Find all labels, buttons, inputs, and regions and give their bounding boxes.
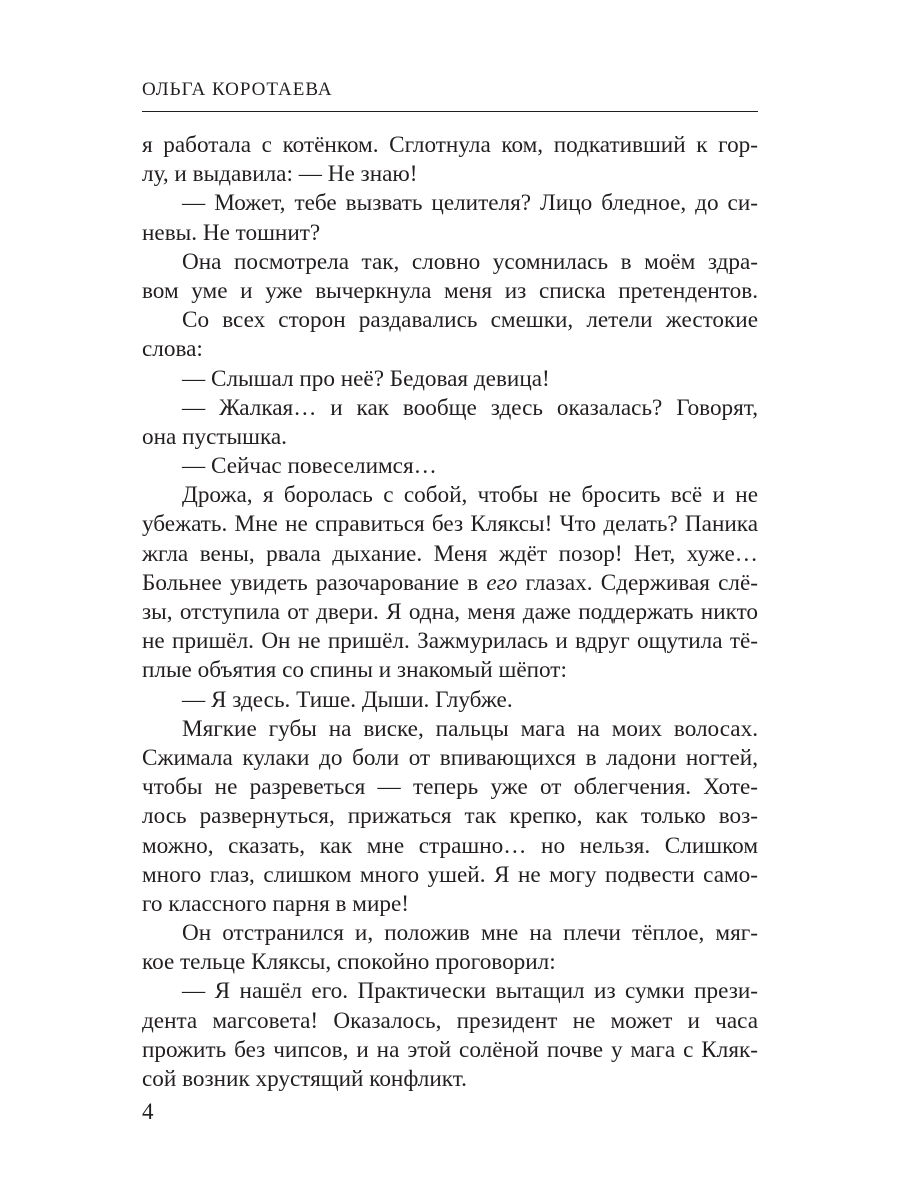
text-line: вом уме и уже вычеркнула меня из списка претендентов.: [142, 277, 758, 304]
text-line: прожить без чипсов, и на этой солёной почве у мага с Кляк-: [142, 1036, 758, 1063]
text-line: Она посмотрела так, словно усомнилась в моём здра-: [182, 248, 758, 275]
text-line: — Слышал про неё? Бедовая девица!: [182, 365, 550, 392]
text-line: — Я нашёл его. Практически вытащил из сумки прези-: [182, 978, 758, 1005]
text-line: не пришёл. Он не пришёл. Зажмурилась и вдруг ощутила тё-: [142, 628, 758, 655]
text-line: кое тельце Кляксы, спокойно проговорил:: [142, 949, 556, 976]
text-line: она пустышка.: [142, 423, 287, 450]
text-line: — Сейчас повеселимся…: [182, 453, 437, 480]
body-text: [142, 131, 758, 1094]
emphasized-word: его: [486, 569, 518, 596]
text-line: я работала с котёнком. Сглотнула ком, подкативший к гор-: [142, 132, 758, 158]
text-line: убежать. Мне не справиться без Кляксы! Что делать? Паника: [142, 511, 758, 538]
text-line-with-emphasis: [142, 569, 758, 598]
text-line: чтобы не разреветься — теперь уже от облегчения. Хоте-: [142, 774, 758, 801]
text-line: дента магсовета! Оказалось, президент не может и часа: [142, 1007, 758, 1034]
text-line: лу, и выдавила: — Не знаю!: [142, 161, 418, 188]
text-line: жгла вены, рвала дыхание. Меня ждёт позор! Нет, хуже…: [142, 540, 758, 567]
text-line: сой возник хрустящий конфликт.: [142, 1066, 467, 1092]
text-line: плые объятия со спины и знакомый шёпот:: [142, 657, 567, 684]
running-head-author: ОЛЬГА КОРОТАЕВА: [142, 79, 333, 100]
text-line: го классного парня в мире!: [142, 890, 409, 917]
text-line: Дрожа, я боролась с собой, чтобы не бросить всё и не: [182, 482, 758, 509]
text-line: можно, сказать, как мне страшно… но нельзя. Слишком: [142, 832, 758, 859]
text-line: невы. Не тошнит?: [142, 219, 321, 246]
text-line: много глаз, слишком много ушей. Я не могу подвести само-: [142, 861, 758, 888]
text-line: зы, отступила от двери. Я одна, меня даже поддержать никто: [142, 599, 758, 625]
text-line: — Жалкая… и как вообще здесь оказалась? Говорят,: [182, 394, 758, 421]
text-line: — Может, тебе вызвать целителя? Лицо бледное, до си-: [182, 190, 758, 217]
text-line: Он отстранился и, положив мне на плечи тёплое, мяг-: [182, 920, 758, 947]
text-segment: Больнее увидеть разочарование в: [142, 569, 487, 596]
text-line: Сжимала кулаки до боли от впивающихся в ладони ногтей,: [142, 744, 758, 771]
text-line: — Я здесь. Тише. Дыши. Глубже.: [182, 686, 513, 713]
text-segment: глазах. Сдерживая слё-: [517, 569, 759, 596]
page-number: 4: [142, 1099, 154, 1124]
text-line: Со всех сторон раздавались смешки, летели жестокие: [182, 307, 758, 334]
header-rule: [142, 111, 758, 112]
text-line: слова:: [142, 336, 203, 363]
text-line: Мягкие губы на виске, пальцы мага на моих волосах.: [182, 715, 758, 742]
text-line: лось развернуться, прижаться так крепко, как только воз-: [142, 803, 758, 830]
